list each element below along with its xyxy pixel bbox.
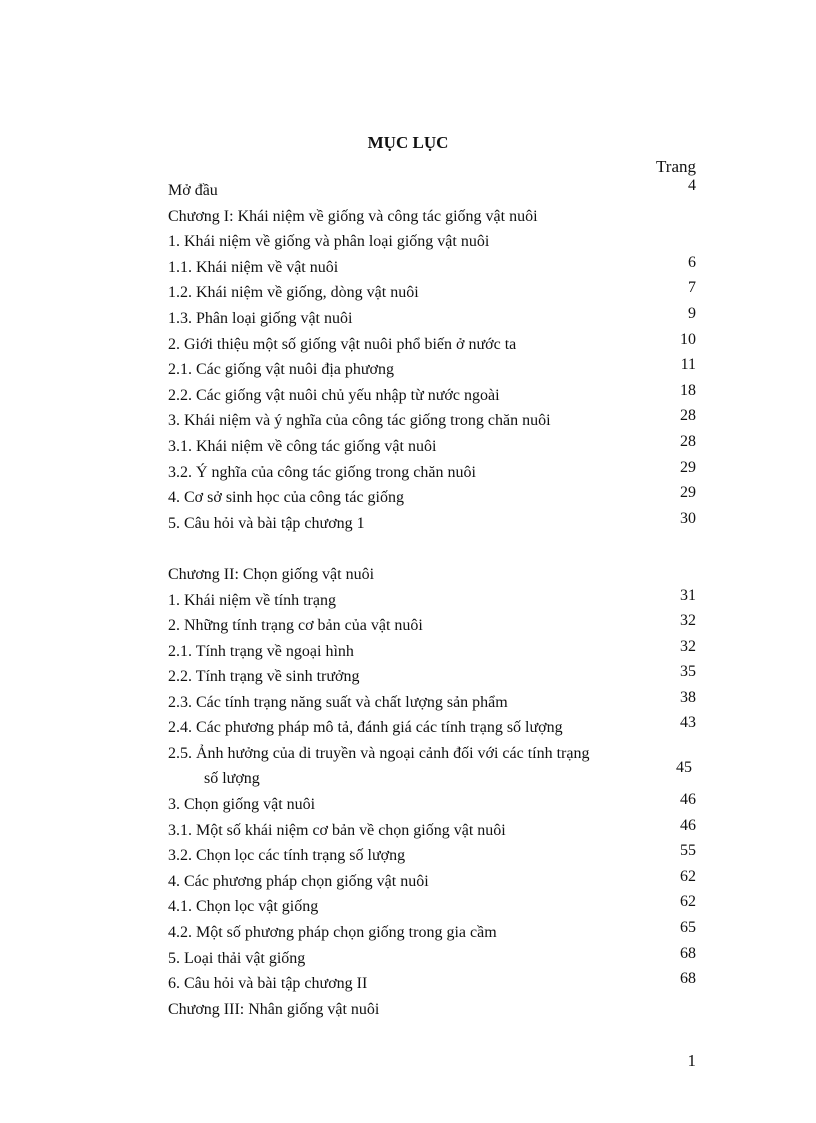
toc-entry-page: 31 — [680, 586, 696, 604]
toc-entry[interactable] — [168, 816, 696, 846]
toc-entry-page: 38 — [680, 688, 696, 706]
toc-entry-title: 2.4. Các phương pháp mô tả, đánh giá các tính trạng số lượng — [168, 719, 563, 737]
toc-entry[interactable] — [168, 637, 696, 667]
toc-entry-title: 1.1. Khái niệm về vật nuôi — [168, 258, 339, 276]
toc-entry-page: 4 — [688, 177, 696, 194]
toc-entry[interactable] — [168, 253, 696, 283]
page-number: 1 — [687, 1051, 696, 1070]
toc-entry[interactable] — [168, 432, 696, 462]
toc-entry-page: 11 — [680, 356, 696, 374]
toc-entry[interactable] — [168, 612, 696, 641]
toc-entry-title: 3. Chọn giống vật nuôi — [168, 796, 316, 814]
toc-entry-title: 2.1. Các giống vật nuôi địa phương — [168, 361, 394, 379]
toc-entry-page: 9 — [688, 304, 696, 322]
toc-entry[interactable] — [168, 867, 696, 897]
toc-entry-title: 1.2. Khái niệm về giống, dòng vật nuôi — [168, 284, 419, 302]
toc-entry[interactable] — [168, 688, 696, 718]
toc-entry-title: 2. Giới thiệu một số giống vật nuôi phổ biến ở nước ta — [168, 335, 517, 353]
toc-entry-page: 55 — [680, 842, 696, 860]
toc-entry[interactable] — [168, 564, 696, 590]
toc-entry-title: 5. Loại thải vật giống — [168, 949, 306, 967]
toc-entry-title-continued: số lượng — [204, 770, 260, 788]
toc-entry-page: 7 — [688, 279, 696, 297]
toc-entry[interactable] — [168, 842, 696, 871]
toc-entry-page: 18 — [680, 381, 696, 399]
toc-entry-title: 2.5. Ảnh hưởng của di truyền và ngoại cảnh đối với các tính trạng — [168, 745, 590, 763]
toc-entry-title: 3.1. Một số khái niệm cơ bản về chọn giống vật nuôi — [168, 821, 506, 839]
toc-entry[interactable] — [168, 206, 696, 232]
toc-entry[interactable] — [168, 586, 696, 616]
toc-entry-title: 2.2. Các giống vật nuôi chủ yếu nhập từ nước ngoài — [168, 386, 500, 404]
toc-entry-title: 3.1. Khái niệm về công tác giống vật nuôi — [168, 437, 437, 455]
toc-entry[interactable] — [168, 330, 696, 360]
toc-entry-title: 3.2. Chọn lọc các tính trạng số lượng — [168, 847, 406, 865]
toc-entry[interactable] — [168, 177, 696, 206]
toc-entry[interactable] — [168, 407, 696, 436]
toc-entry-title: 2.3. Các tính trạng năng suất và chất lượng sản phẩm — [168, 693, 508, 711]
toc-entry[interactable] — [168, 919, 696, 948]
toc-entry[interactable] — [168, 893, 696, 922]
toc-entry[interactable] — [168, 714, 696, 743]
toc-entry-page: 62 — [680, 893, 696, 911]
toc-entry[interactable] — [168, 304, 696, 334]
toc-entry-title: 2.2. Tính trạng về sinh trưởng — [168, 668, 360, 686]
toc-entry-title: 3. Khái niệm và ý nghĩa của công tác giống trong chăn nuôi — [168, 412, 551, 430]
toc-entry-page: 45 — [676, 759, 692, 777]
toc-entry-title: Mở đầu — [168, 182, 218, 199]
toc-entry-page: 68 — [680, 944, 696, 962]
toc-entry-page: 28 — [680, 407, 696, 425]
toc-entry-page: 46 — [680, 791, 696, 809]
toc-entry-title: Chương III: Nhân giống vật nuôi — [168, 1000, 380, 1018]
toc-entry-title: 5. Câu hỏi và bài tập chương 1 — [168, 514, 365, 532]
toc-entry[interactable] — [168, 458, 696, 488]
toc-entry[interactable] — [168, 999, 696, 1025]
toc-entry[interactable] — [168, 509, 696, 539]
toc-entry-page: 6 — [688, 253, 696, 271]
toc-entry-page: 46 — [680, 816, 696, 834]
toc-entry-title: 1. Khái niệm về giống và phân loại giống vật nuôi — [168, 233, 490, 251]
toc-entry-page: 35 — [680, 663, 696, 681]
toc-entry-title: 4.1. Chọn lọc vật giống — [168, 898, 319, 916]
toc-entry-page: 28 — [680, 432, 696, 450]
toc-entry-title: 1.3. Phân loại giống vật nuôi — [168, 309, 353, 327]
toc-entry-page: 29 — [680, 458, 696, 476]
toc-entry[interactable] — [168, 944, 696, 974]
toc-entry-title: 1. Khái niệm về tính trạng — [168, 591, 336, 609]
toc-entry-page: 62 — [680, 867, 696, 885]
toc-entry-page: 68 — [680, 970, 696, 988]
page-title: MỤC LỤC — [367, 133, 449, 152]
toc-entry-page: 30 — [680, 509, 696, 527]
toc-entry[interactable] — [168, 356, 696, 385]
toc-entry-title: Chương II: Chọn giống vật nuôi — [168, 565, 375, 583]
toc-entry-page: 32 — [680, 637, 696, 655]
toc-entry[interactable] — [168, 231, 696, 257]
toc-entry[interactable] — [168, 279, 696, 308]
toc-entry-page: 43 — [680, 714, 696, 732]
toc-entry-page: 65 — [680, 919, 696, 937]
toc-entry-page: 32 — [680, 612, 696, 630]
toc-entry-title: 4. Các phương pháp chọn giống vật nuôi — [168, 872, 429, 890]
toc — [168, 177, 696, 1024]
toc-entry-title: 6. Câu hỏi và bài tập chương II — [168, 975, 368, 993]
toc-entry[interactable] — [168, 791, 696, 820]
toc-entry-page: 29 — [680, 484, 696, 502]
toc-entry[interactable] — [168, 381, 696, 411]
toc-entry-title: 4.2. Một số phương pháp chọn giống trong gia cầm — [168, 924, 497, 942]
toc-entry[interactable] — [168, 484, 696, 513]
toc-entry-title: 2.1. Tính trạng về ngoại hình — [168, 642, 354, 660]
toc-entry-title: 4. Cơ sở sinh học của công tác giống — [168, 489, 404, 507]
toc-entry[interactable] — [168, 743, 696, 794]
toc-entry-title: 3.2. Ý nghĩa của công tác giống trong chăn nuôi — [168, 463, 476, 481]
toc-entry-title: Chương I: Khái niệm về giống và công tác giống vật nuôi — [168, 207, 538, 225]
toc-entry[interactable] — [168, 663, 696, 692]
page-column-label: Trang — [656, 157, 696, 176]
toc-entry-page: 10 — [680, 330, 696, 348]
toc-entry[interactable] — [168, 970, 696, 999]
toc-entry-title: 2. Những tính trạng cơ bản của vật nuôi — [168, 617, 423, 635]
